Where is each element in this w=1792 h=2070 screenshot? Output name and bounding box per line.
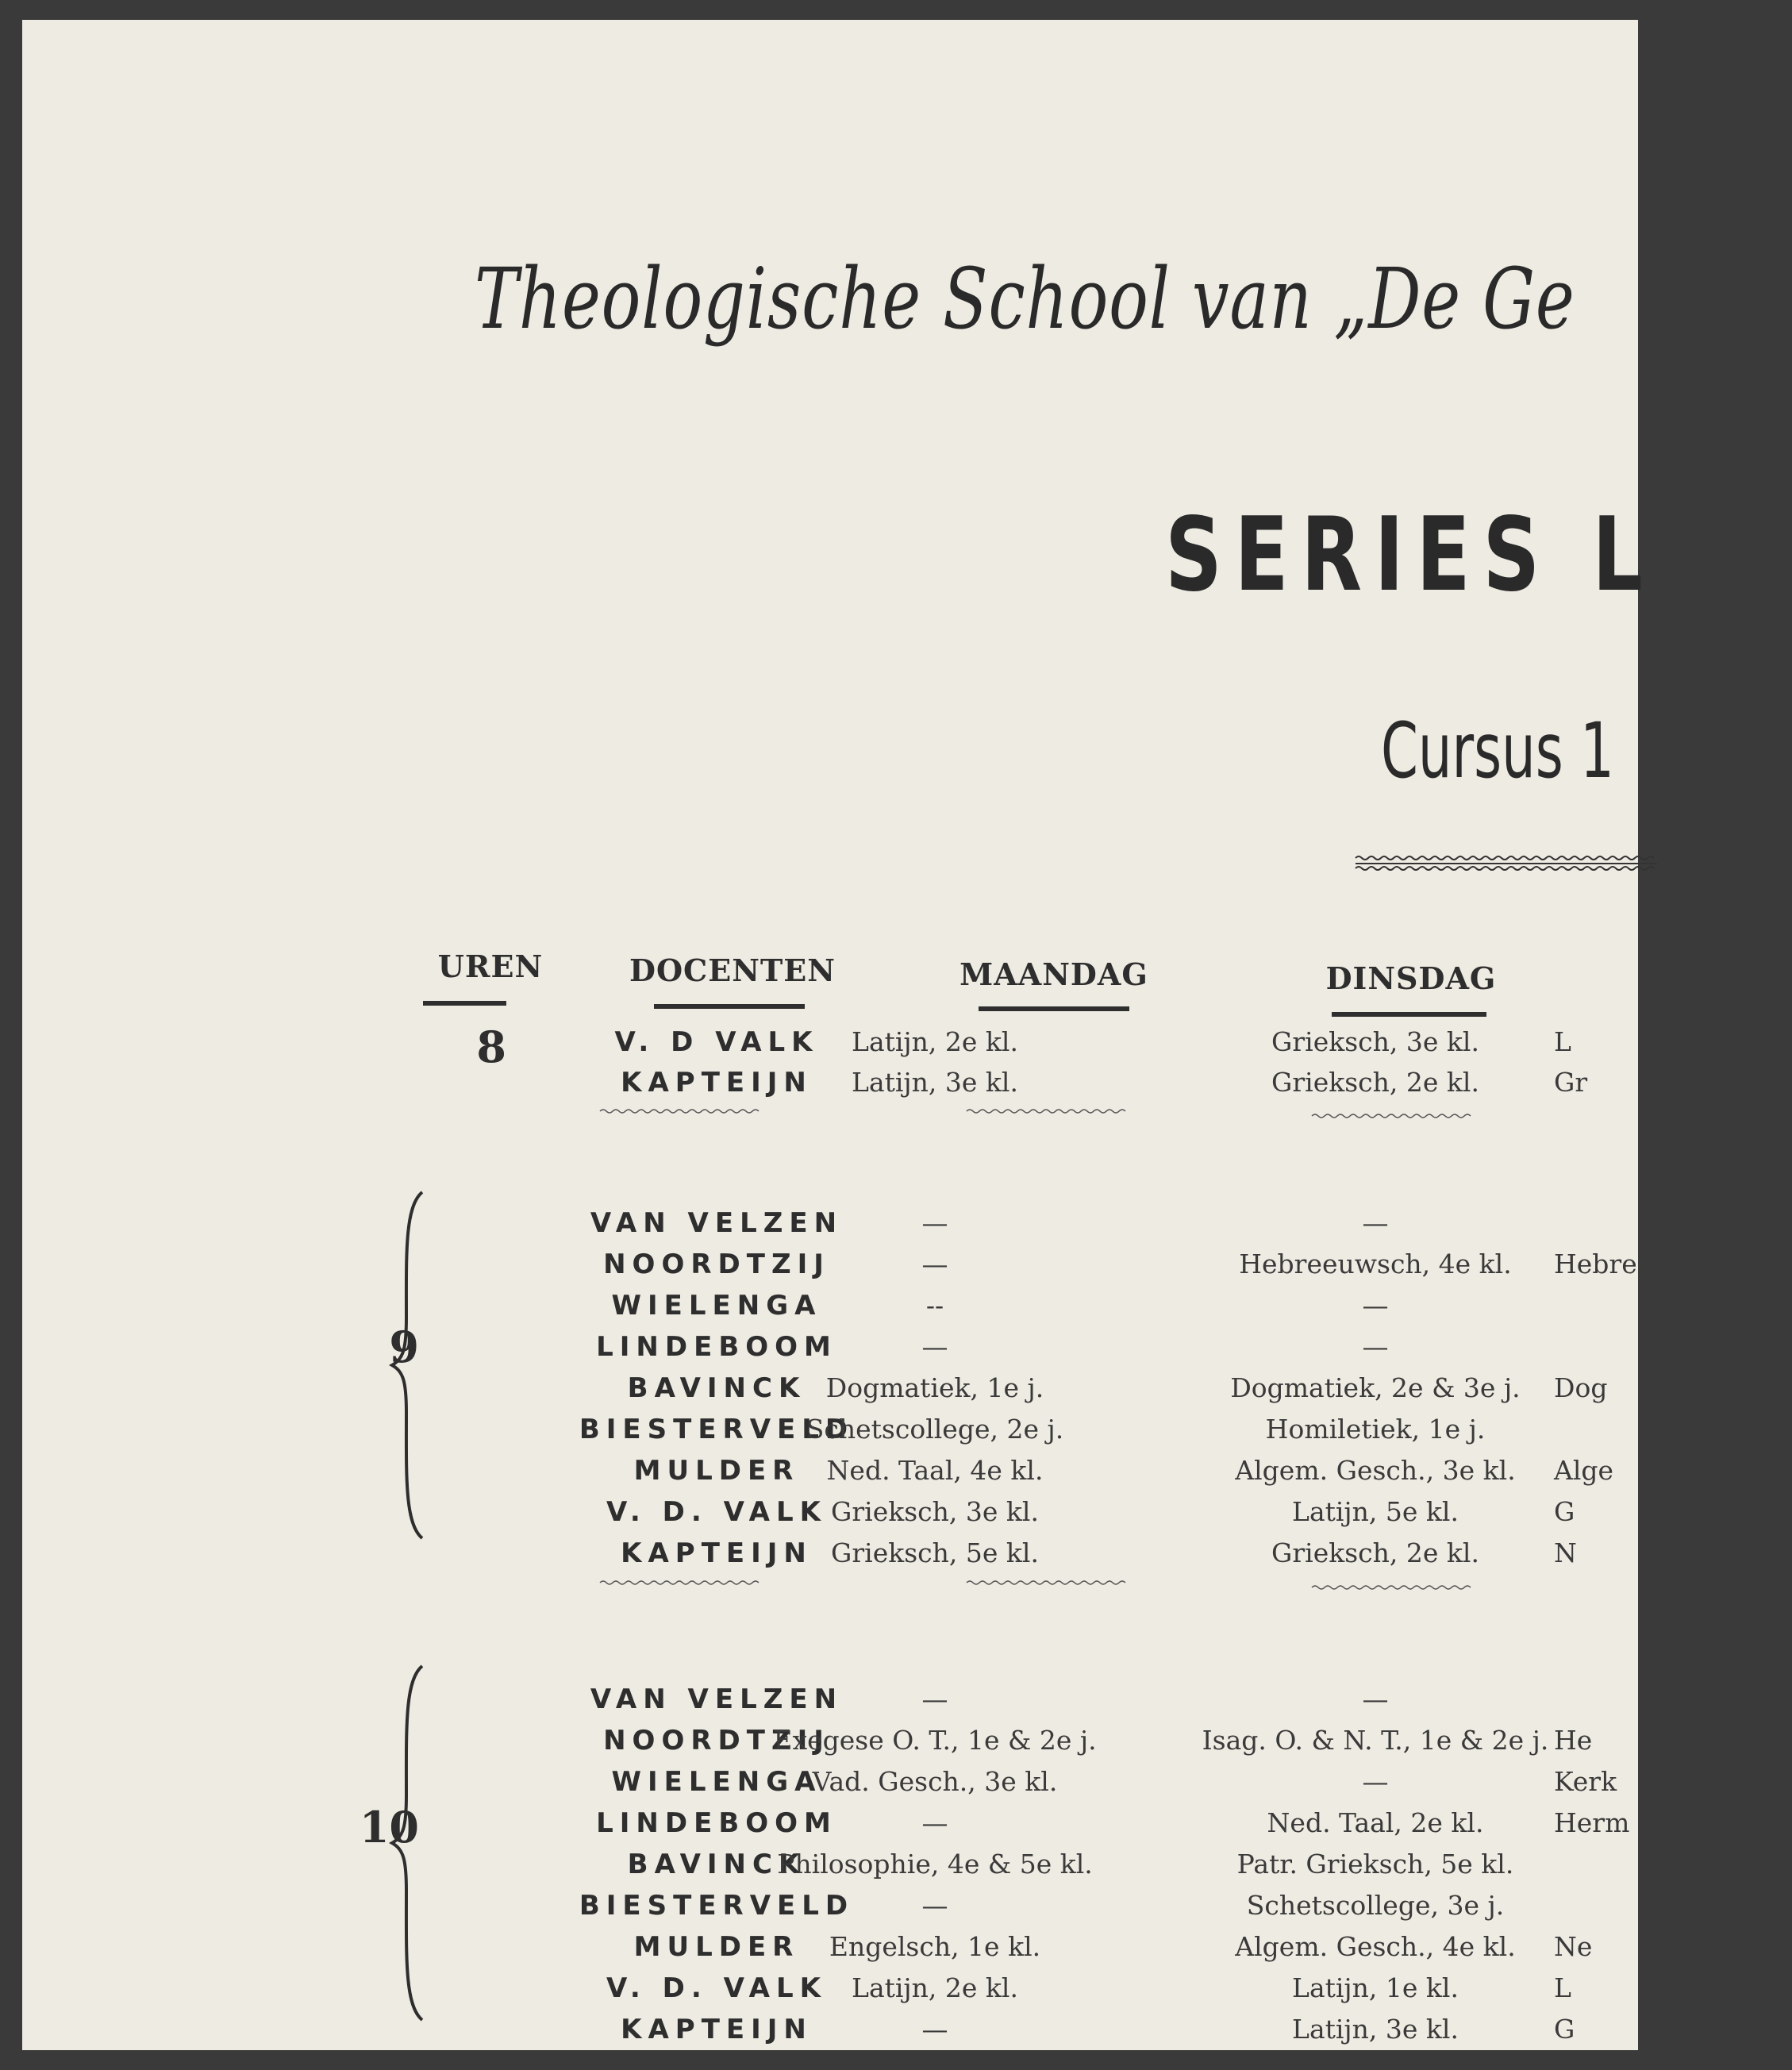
maandag-cell: Exegese O. T., 1e & 2e j. xyxy=(773,1725,1097,1756)
dinsdag-cell: Schetscollege, 3e j. xyxy=(1246,1890,1505,1921)
maandag-cell: Grieksch, 3e kl. xyxy=(831,1496,1039,1527)
wavy-separator xyxy=(967,1579,1125,1587)
dinsdag-cell: — xyxy=(1362,1683,1389,1714)
woensdag-cell: N xyxy=(1554,1537,1577,1568)
maandag-cell: -- xyxy=(925,1290,944,1321)
woensdag-cell: Gr xyxy=(1554,1067,1588,1098)
woensdag-cell xyxy=(1554,1409,1792,1450)
docent-name: MULDER xyxy=(633,1455,800,1487)
dinsdag-cell: Latijn, 5e kl. xyxy=(1292,1496,1459,1527)
dinsdag-cell: Grieksch, 2e kl. xyxy=(1271,1067,1479,1098)
dinsdag-cell: Algem. Gesch., 4e kl. xyxy=(1235,1931,1516,1962)
docent-name: KAPTEIJN xyxy=(621,2014,813,2045)
wavy-separator xyxy=(600,1579,759,1587)
maandag-cell: Ned. Taal, 4e kl. xyxy=(826,1455,1044,1486)
wavy-separator xyxy=(600,1107,759,1115)
docent-name: V. D VALK xyxy=(614,1026,819,1058)
maandag-cell: Engelsch, 1e kl. xyxy=(829,1931,1041,1962)
maandag-cell: — xyxy=(921,1807,948,1838)
woensdag-cell: He xyxy=(1554,1725,1593,1756)
woensdag-cell: Ne xyxy=(1554,1931,1593,1962)
hour-9: 9 xyxy=(389,1322,419,1372)
hour-10-brace xyxy=(389,1664,436,2022)
dinsdag-cell: Homiletiek, 1e j. xyxy=(1265,1414,1486,1445)
docent-name: LINDEBOOM xyxy=(596,1807,837,1839)
maandag-cell: — xyxy=(921,1331,948,1362)
docent-name: BIESTERVELD xyxy=(579,1890,855,1922)
woensdag-cell: Herm xyxy=(1554,1807,1630,1838)
maandag-cell: Latijn, 2e kl. xyxy=(852,1972,1018,2003)
dinsdag-cell: Latijn, 1e kl. xyxy=(1292,1972,1459,2003)
docent-name: V. D. VALK xyxy=(606,1496,827,1528)
docent-name: WIELENGA xyxy=(611,1766,822,1798)
maandag-cell: — xyxy=(921,1249,948,1279)
header-dinsdag-underline xyxy=(1332,1012,1486,1017)
header-dinsdag: DINSDAG xyxy=(1325,960,1497,996)
hour-9-brace xyxy=(389,1191,436,1540)
woensdag-cell: Kerk xyxy=(1554,1766,1617,1797)
dinsdag-cell: — xyxy=(1362,1207,1389,1238)
woensdag-cell: Hebree xyxy=(1554,1249,1653,1279)
woensdag-cell: L xyxy=(1554,1972,1571,2003)
maandag-cell: — xyxy=(921,2014,948,2045)
woensdag-cell xyxy=(1554,1285,1792,1326)
maandag-cell: — xyxy=(921,1890,948,1921)
woensdag-cell xyxy=(1554,1844,1792,1885)
course-label: Cursus 1 xyxy=(1381,706,1614,795)
hour-8: 8 xyxy=(476,1022,506,1072)
wavy-separator xyxy=(1312,1583,1471,1591)
dinsdag-cell: Ned. Taal, 2e kl. xyxy=(1267,1807,1484,1838)
header-maandag: MAANDAG xyxy=(959,956,1148,992)
docent-name: KAPTEIJN xyxy=(621,1067,813,1098)
docent-name: V. D. VALK xyxy=(606,1972,827,2004)
maandag-cell: Schetscollege, 2e j. xyxy=(806,1414,1064,1445)
wavy-separator xyxy=(1312,1112,1471,1120)
woensdag-cell: G xyxy=(1554,1496,1575,1527)
dinsdag-cell: Dogmatiek, 2e & 3e j. xyxy=(1230,1372,1521,1403)
docent-name: BAVINCK xyxy=(627,1849,806,1880)
document-title: Theologische School van „De Ge xyxy=(475,250,1575,348)
dinsdag-cell: Hebreeuwsch, 4e kl. xyxy=(1239,1249,1512,1279)
dinsdag-cell: Patr. Grieksch, 5e kl. xyxy=(1236,1849,1514,1880)
maandag-cell: — xyxy=(921,1207,948,1238)
maandag-cell: Dogmatiek, 1e j. xyxy=(825,1372,1044,1403)
hour-10: 10 xyxy=(359,1802,419,1853)
header-maandag-underline xyxy=(979,1006,1129,1011)
document-subtitle: SERIES L xyxy=(1165,496,1655,614)
maandag-cell: Philosophie, 4e & 5e kl. xyxy=(777,1849,1093,1880)
docent-name: LINDEBOOM xyxy=(596,1331,837,1363)
docent-name: BIESTERVELD xyxy=(579,1414,855,1445)
dinsdag-cell: Grieksch, 2e kl. xyxy=(1271,1537,1479,1568)
docent-name: KAPTEIJN xyxy=(621,1537,813,1569)
dinsdag-cell: — xyxy=(1362,1331,1389,1362)
maandag-cell: Grieksch, 5e kl. xyxy=(831,1537,1039,1568)
woensdag-cell: L xyxy=(1554,1026,1571,1057)
docent-name: WIELENGA xyxy=(611,1290,822,1322)
docent-name: NOORDTZIJ xyxy=(603,1725,830,1756)
document-sheet xyxy=(22,20,1655,2050)
maandag-cell: Latijn, 2e kl. xyxy=(852,1026,1018,1057)
docent-name: MULDER xyxy=(633,1931,800,1963)
header-docenten: DOCENTEN xyxy=(629,952,836,988)
header-docenten-underline xyxy=(654,1004,805,1009)
woensdag-cell xyxy=(1554,1202,1792,1244)
woensdag-cell xyxy=(1554,1885,1792,1926)
docent-name: VAN VELZEN xyxy=(590,1207,844,1239)
woensdag-cell: Alge xyxy=(1554,1455,1614,1486)
dinsdag-cell: — xyxy=(1362,1766,1389,1797)
woensdag-cell: G xyxy=(1554,2014,1575,2045)
wavy-separator xyxy=(967,1107,1125,1115)
header-uren: UREN xyxy=(437,948,544,984)
docent-name: VAN VELZEN xyxy=(590,1683,844,1715)
dinsdag-cell: — xyxy=(1362,1290,1389,1321)
maandag-cell: Vad. Gesch., 3e kl. xyxy=(812,1766,1058,1797)
maandag-cell: — xyxy=(921,1683,948,1714)
woensdag-cell xyxy=(1554,1679,1792,1720)
docent-name: NOORDTZIJ xyxy=(603,1249,830,1280)
dinsdag-cell: Isag. O. & N. T., 1e & 2e j. xyxy=(1202,1725,1549,1756)
woensdag-cell: Dog xyxy=(1554,1372,1608,1403)
header-uren-underline xyxy=(423,1001,506,1006)
maandag-cell: Latijn, 3e kl. xyxy=(852,1067,1018,1098)
docent-name: BAVINCK xyxy=(627,1372,806,1404)
dinsdag-cell: Algem. Gesch., 3e kl. xyxy=(1235,1455,1516,1486)
woensdag-cell xyxy=(1554,1326,1792,1368)
dinsdag-cell: Latijn, 3e kl. xyxy=(1292,2014,1459,2045)
title-divider-ornament xyxy=(1356,853,1657,872)
dinsdag-cell: Grieksch, 3e kl. xyxy=(1271,1026,1479,1057)
